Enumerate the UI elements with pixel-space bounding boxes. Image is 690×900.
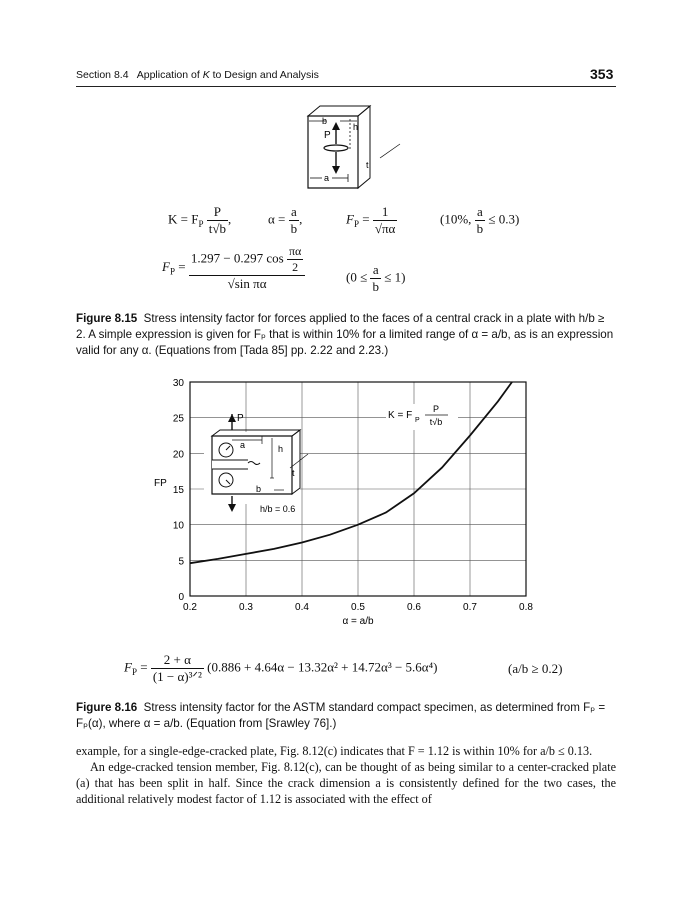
body-text [76,743,616,807]
eq-FP2-cond-post: ≤ 1) [384,269,406,285]
y-tick-label: 20 [172,449,184,461]
eq-K-sub: P [198,219,204,230]
eq-FP-compact [124,652,437,685]
eq-FP2-cond-pre: (0 ≤ [346,269,368,285]
x-tick-label: 0.2 [183,602,197,613]
section-number: Section 8.4 [76,69,129,81]
figure-8-16-label: Figure 8.16 [76,701,138,714]
body-paragraph-1: example, for a single-edge-cracked plate, Fig. 8.12(c) indicates that F = 1.12 is within 10% for a/b ≤ 0.13. [76,744,593,758]
eq-FP1-cond-post: ≤ 0.3) [488,211,520,227]
specimen-label-h: h [278,444,284,454]
eq-FP1-cond-den: b [476,221,484,236]
x-tick-label: 0.7 [463,602,477,613]
eq-816-eq: = [140,659,148,675]
diagram-label-P: P [324,130,331,141]
specimen-label-t: t [292,468,295,478]
x-tick-label: 0.3 [239,602,253,613]
eq-K-num: P [207,204,228,221]
specimen-ratio: h/b = 0.6 [260,504,296,514]
eq-K-lhs: K = F [168,211,199,227]
chart-formula-num: P [432,404,440,414]
diagram-label-h: h [353,122,359,132]
y-tick-label: 25 [172,413,184,425]
eq-816-lhs-sub: P [131,667,137,678]
eq-FP2-sub: P [169,266,175,277]
diagram-label-b: b [322,116,328,126]
eq-alpha-num: a [289,204,300,221]
x-tick-label: 0.8 [519,602,533,613]
x-axis-label: α = a/b [342,616,374,627]
eq-FP2-den: √sin πα [227,276,267,291]
eq-FP2-num-frac-num: πα [288,244,302,258]
compact-specimen-diagram [204,413,308,514]
y-tick-label: 0 [178,592,184,603]
body-paragraph-2: An edge-cracked tension member, Fig. 8.12(c), can be thought of as being similar to a center-cracked plate (a) that has been split in half. Since the crack dimension a is consistently defined for the two cases, the additional relatively modest factor of 1.12 is associated with the effect of [76,760,616,806]
x-tick-label: 0.4 [295,602,309,613]
diagram-label-a: a [324,173,330,183]
y-tick-label: 5 [178,556,184,568]
eq-FP1-lhs: F [346,211,354,227]
eq-FP1-num: 1 [373,204,398,221]
eq-FP2-cond-den: b [372,279,379,294]
section-title-k: K [202,69,210,81]
section-title-pre: Application of [136,69,203,81]
eq-816-poly: (0.886 + 4.64α − 13.32α² + 14.72α³ − 5.6α⁴) [207,659,438,675]
eq-FP2-cond-num: a [370,262,381,279]
y-axis-label: FP [154,478,167,489]
eq-FP1-sub: P [353,219,359,230]
eq-816-num: 2 + α [151,652,204,669]
chart-formula-lhs: K = F [388,410,413,421]
figure-8-15-text: Stress intensity factor for forces applied to the faces of a central crack in a plate with h/b ≥ 2. A simple expression is given for Fₚ that is within 10% for a limited range of α = a/b, as is an expression valid for any α. (Equations from [Tada 85] pp. 2.22 and 2.23.) [76,312,614,357]
chart-formula-den: t√b [429,417,443,427]
eq-FP-general [162,244,305,292]
section-title-post: to Design and Analysis [209,69,319,81]
eq-FP-compact-condition: (a/b ≥ 0.2) [508,661,563,676]
figure-8-15-caption [76,311,616,359]
eq-FP-general-condition [346,262,405,295]
page-number: 353 [590,66,614,82]
specimen-label-P: P [237,413,244,424]
eq-alpha-lhs: α = [268,211,286,227]
y-tick-label: 10 [172,520,184,532]
eq-FP1-eq: = [362,211,370,227]
eq-FP1-den: √πα [374,221,396,236]
eq-816-lhs: F [124,659,132,675]
chart-container [150,374,550,639]
eq-FP-simple [346,204,397,237]
y-tick-label: 30 [172,378,184,389]
header-rule [76,86,616,87]
running-head [76,69,319,81]
eq-FP1-cond-num: a [475,204,486,221]
eq-K: $K = F_P$ $\frac{P}{t√b}$ , [168,204,232,236]
specimen-label-b: b [256,484,262,494]
y-tick-label: 15 [172,485,184,496]
chart-formula [386,404,458,430]
figure-8-16-caption [76,700,616,732]
figure-8-16-text: Stress intensity factor for the ASTM standard compact specimen, as determined from Fₚ = Fₚ(α), where α = a/b. (Equation from [Srawley 76].) [76,701,606,730]
specimen-label-a: a [240,440,246,450]
fp-chart [150,374,550,634]
eq-FP2-lhs: F [162,258,170,274]
x-tick-label: 0.5 [351,602,365,613]
eq-K-den: t√b [208,221,226,236]
eq-FP2-num-frac-den: 2 [292,260,299,274]
eq-FP2-eq: = [178,258,186,274]
eq-alpha-den: b [290,221,298,236]
eq-816-den: (1 − α)³ᐟ² [152,669,202,684]
center-crack-plate-diagram [296,100,406,190]
x-tick-label: 0.6 [407,602,421,613]
eq-FP1-cond-pre: (10%, [440,211,472,227]
eq-FP-simple-condition [440,204,519,237]
chart-formula-sub: P [415,417,420,424]
diagram-label-t: t [366,160,369,170]
eq-FP2-num-a: 1.297 − 0.297 cos [190,250,284,266]
eq-alpha: α = $\frac{a}{b}$ , [268,204,303,236]
figure-8-15-label: Figure 8.15 [76,312,138,325]
